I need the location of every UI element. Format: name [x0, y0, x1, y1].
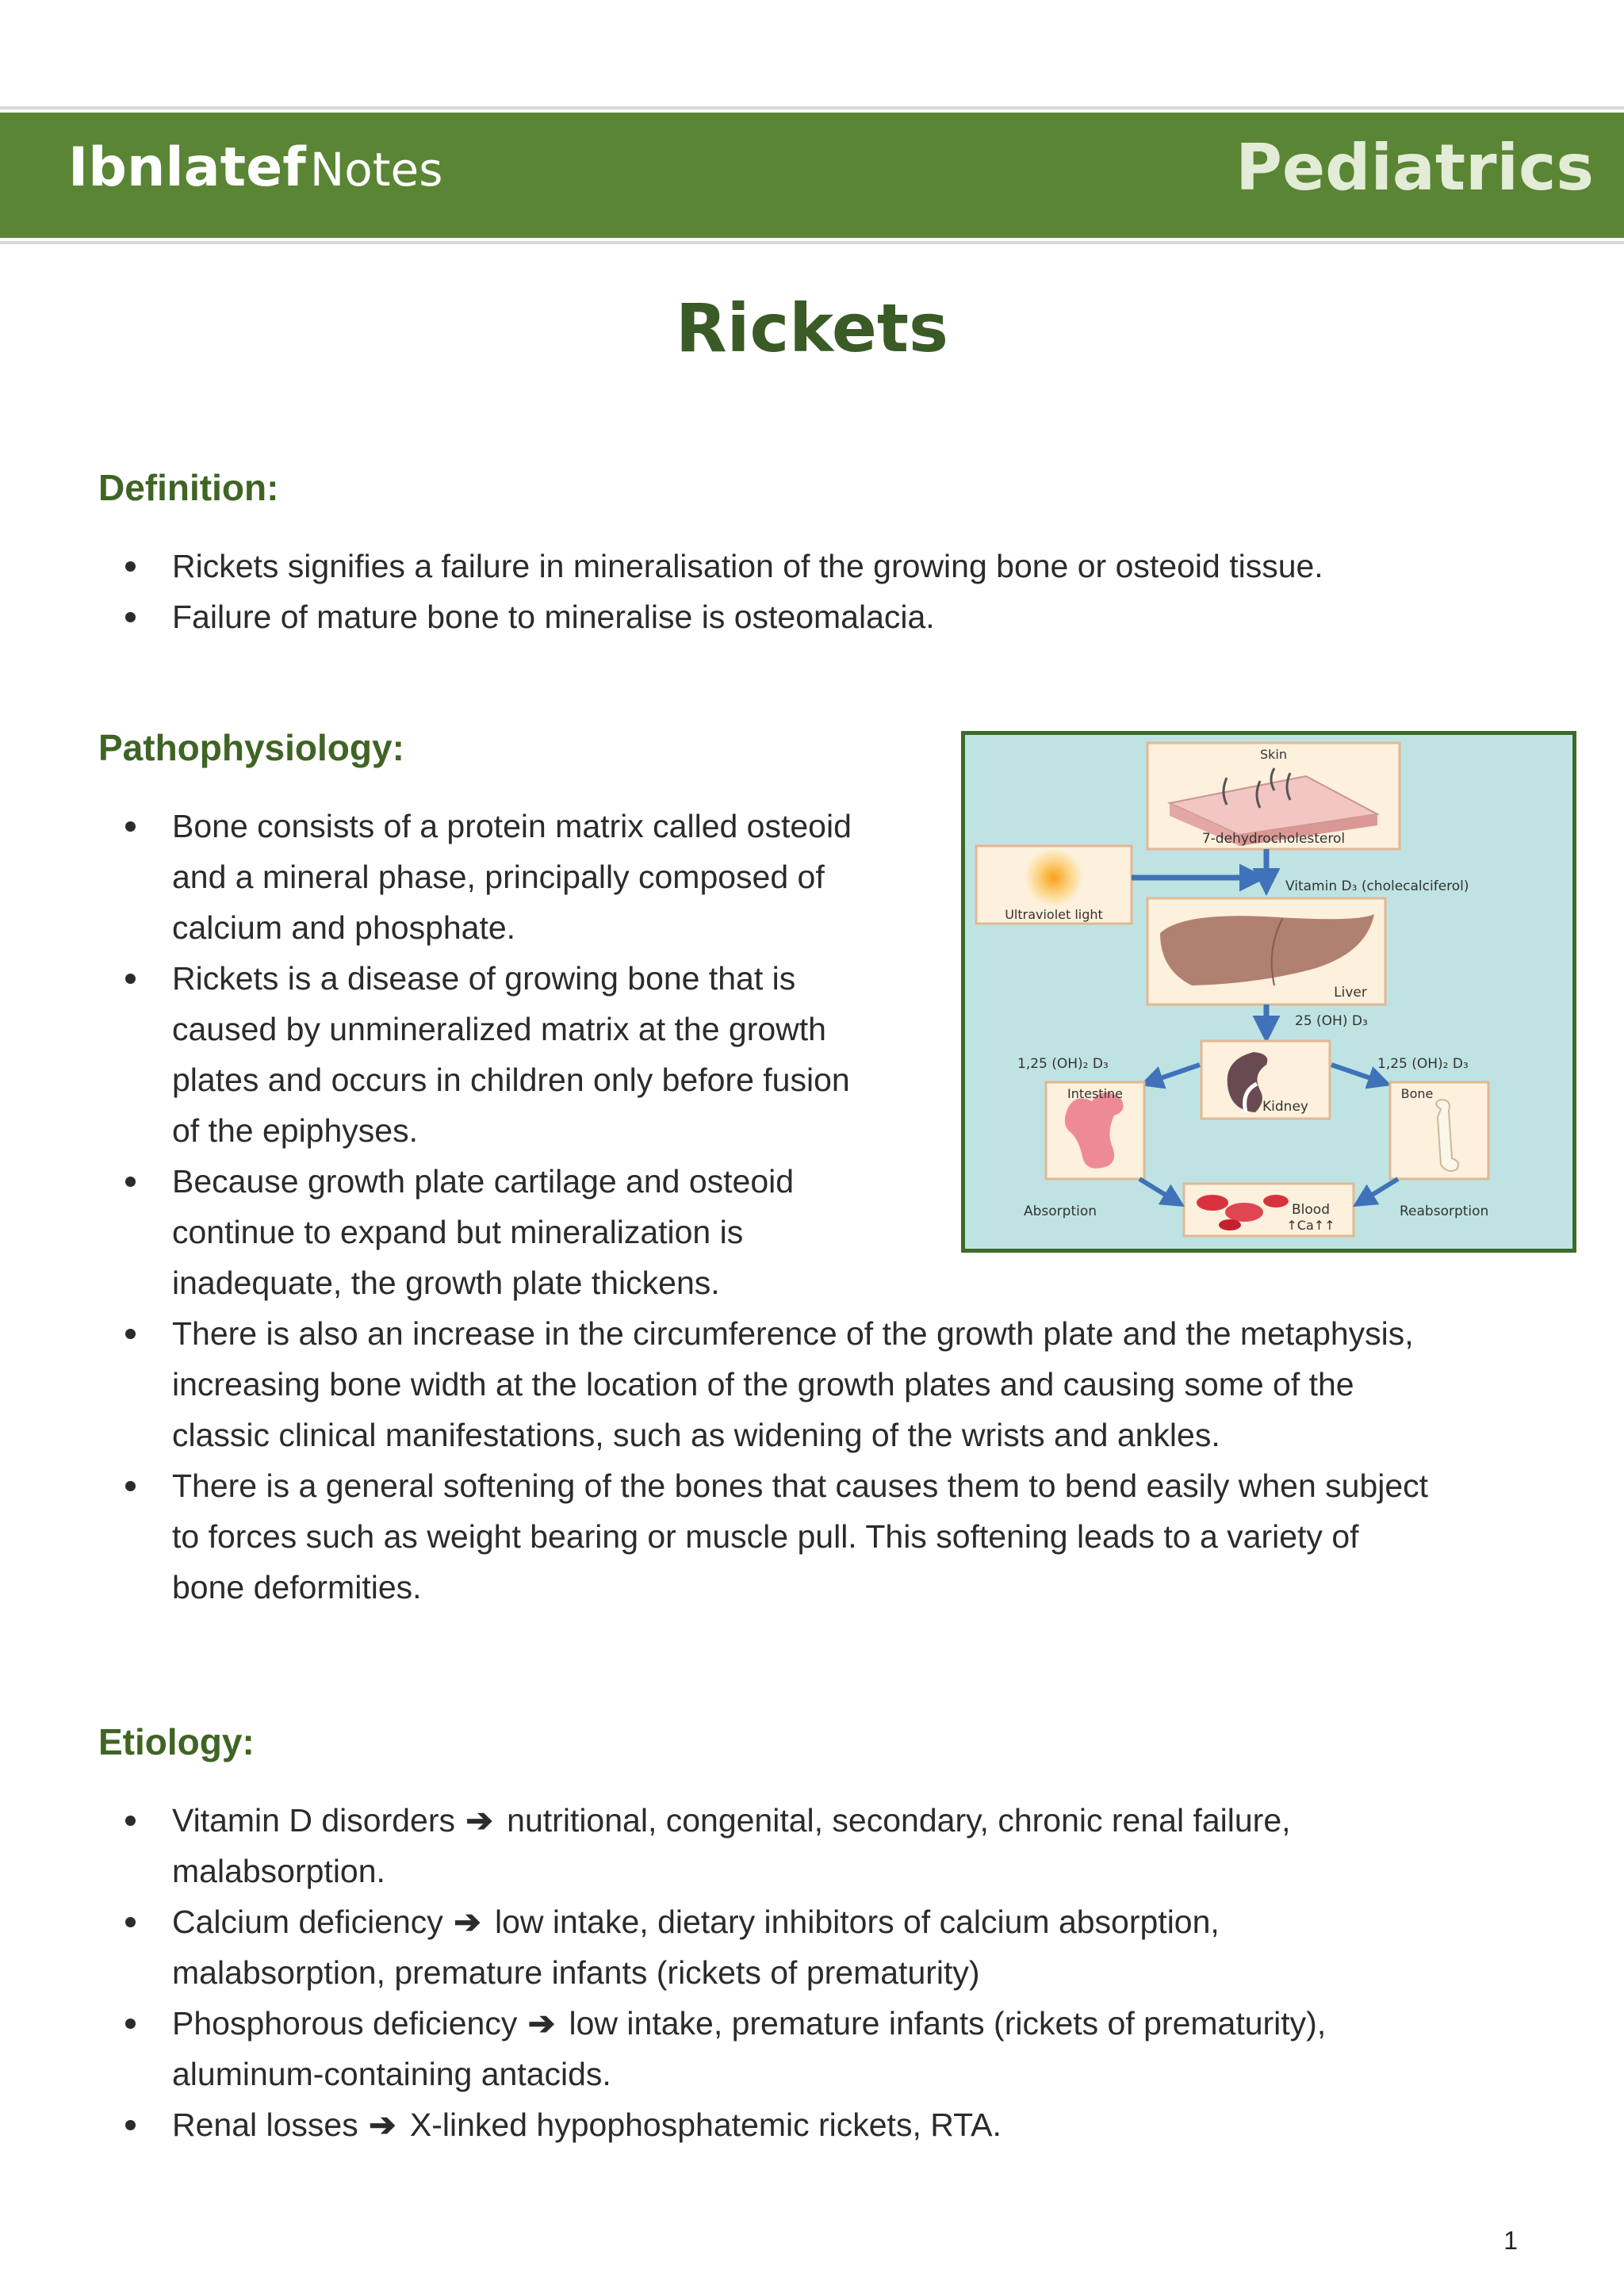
bone-panel — [1390, 1082, 1488, 1179]
list-item-text: Failure of mature bone to mineralise is osteomalacia. — [172, 599, 935, 635]
right-arrow-icon: ➔ — [369, 2107, 396, 2143]
kidney-left-arrow — [1144, 1065, 1200, 1084]
line: malabsorption, premature infants (rickets of prematurity) — [172, 1954, 980, 1991]
cause: Renal losses — [172, 2107, 358, 2143]
cause: Vitamin D disorders — [172, 1802, 455, 1839]
list-item — [98, 1460, 1573, 1613]
header-top-rule — [0, 106, 1624, 109]
line: bone deformities. — [172, 1569, 422, 1605]
etiology-list — [98, 1795, 1542, 2150]
line: calcium and phosphate. — [172, 909, 516, 946]
right-arrow-icon: ➔ — [527, 2005, 556, 2042]
line: Rickets is a disease of growing bone that is — [172, 960, 796, 997]
line: There is a general softening of the bones that causes them to bend easily when subject — [172, 1468, 1429, 1504]
line: Because growth plate cartilage and osteoid — [172, 1163, 795, 1200]
line: and a mineral phase, principally composed of — [172, 859, 825, 895]
line: classic clinical manifestations, such as widening of the wrists and ankles. — [172, 1417, 1220, 1453]
header-bottom-rule — [0, 241, 1624, 244]
skin-label: Skin — [1259, 747, 1288, 762]
pathophysiology-heading: Pathophysiology: — [98, 727, 404, 768]
definition-list — [98, 541, 1542, 642]
absorption-label: Absorption — [1024, 1203, 1097, 1219]
vitamin-d-metabolism-figure — [961, 731, 1576, 1253]
blood-label: Blood — [1292, 1202, 1330, 1218]
liver-label: Liver — [1334, 985, 1367, 1001]
calcitriol-left-label: 1,25 (OH)₂ D₃ — [1017, 1056, 1109, 1072]
sun-icon — [1025, 849, 1082, 906]
line: low intake, dietary inhibitors of calcium absorption, — [494, 1904, 1220, 1940]
list-item-text: Rickets signifies a failure in mineralisation of the growing bone or osteoid tissue. — [172, 548, 1323, 584]
line: of the epiphyses. — [172, 1112, 418, 1149]
line: There is also an increase in the circumference of the growth plate and the metaphysis, — [172, 1315, 1414, 1352]
line: malabsorption. — [172, 1853, 385, 1889]
line: increasing bone width at the location of the growth plates and causing some of the — [172, 1366, 1354, 1402]
list-item — [98, 591, 1542, 642]
line: X-linked hypophosphatemic rickets, RTA. — [409, 2107, 1002, 2143]
definition-heading: Definition: — [98, 467, 279, 508]
list-item — [98, 1308, 1573, 1460]
list-item — [98, 1998, 1542, 2099]
subject-title: Pediatrics — [1235, 131, 1594, 205]
right-arrow-icon: ➔ — [465, 1802, 493, 1839]
right-arrow-icon: ➔ — [454, 1904, 481, 1940]
kidney-panel — [1201, 1041, 1330, 1119]
kidney-label: Kidney — [1262, 1099, 1308, 1115]
line: low intake, premature infants (rickets of prematurity), — [569, 2005, 1327, 2042]
list-item — [98, 541, 1542, 591]
etiology-heading: Etiology: — [98, 1721, 255, 1762]
calcidiol-label: 25 (OH) D₃ — [1295, 1013, 1368, 1029]
reabsorption-arrow — [1357, 1179, 1398, 1204]
list-item — [98, 1795, 1542, 1896]
line: nutritional, congenital, secondary, chronic renal failure, — [507, 1802, 1291, 1839]
brand-suffix: Notes — [309, 143, 443, 197]
line: inadequate, the growth plate thickens. — [172, 1265, 720, 1301]
bone-label: Bone — [1400, 1086, 1434, 1101]
line: to forces such as weight bearing or muscle pull. This softening leads to a variety of — [172, 1518, 1359, 1555]
page-number: 1 — [1503, 2226, 1518, 2255]
line: caused by unmineralized matrix at the growth — [172, 1011, 826, 1047]
line: Bone consists of a protein matrix called osteoid — [172, 808, 852, 844]
line: continue to expand but mineralization is — [172, 1214, 744, 1250]
intestine-panel — [1046, 1082, 1144, 1179]
line: aluminum-containing antacids. — [172, 2056, 611, 2092]
vitamin-d3-label: Vitamin D₃ (cholecalciferol) — [1285, 878, 1469, 894]
liver-panel — [1147, 898, 1385, 1004]
uv-panel — [976, 846, 1132, 924]
page-title: Rickets — [676, 289, 948, 367]
reabsorption-label: Reabsorption — [1400, 1203, 1489, 1219]
vitamin-d-diagram — [965, 735, 1572, 1249]
intestine-label: Intestine — [1067, 1086, 1124, 1101]
blood-calcium-label: ↑Ca↑↑ — [1286, 1218, 1335, 1233]
brand — [68, 136, 443, 199]
line: plates and occurs in children only before fusion — [172, 1062, 850, 1098]
cause: Calcium deficiency — [172, 1904, 443, 1940]
cause: Phosphorous deficiency — [172, 2005, 518, 2042]
blood-panel — [1184, 1184, 1354, 1236]
calcitriol-right-label: 1,25 (OH)₂ D₃ — [1377, 1056, 1469, 1072]
absorption-arrow — [1139, 1179, 1181, 1204]
skin-panel — [1147, 743, 1400, 849]
list-item — [98, 1896, 1542, 1998]
precursor-label: 7-dehydrocholesterol — [1201, 831, 1346, 847]
list-item — [98, 2099, 1542, 2150]
uv-label: Ultraviolet light — [1005, 907, 1103, 922]
brand-name: Ibnlatef — [68, 136, 306, 199]
